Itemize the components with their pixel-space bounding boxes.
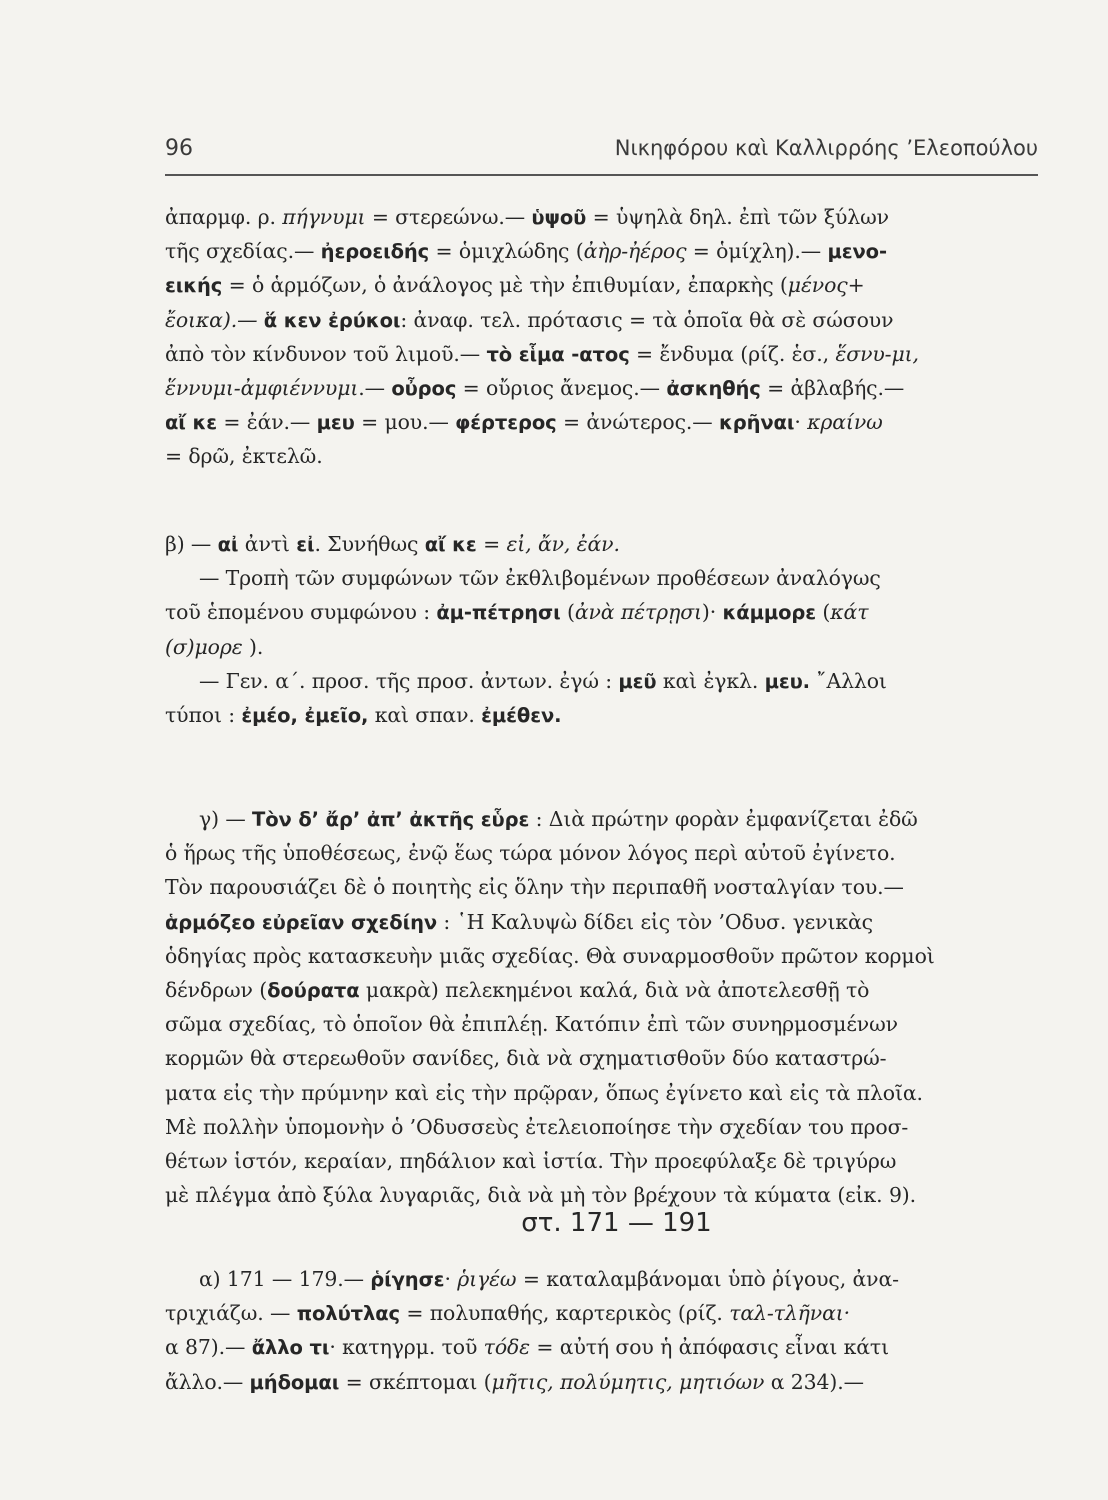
text-line	[165, 1144, 1045, 1178]
italic-term: μένος+	[787, 273, 865, 298]
bold-term: μευ.	[764, 669, 810, 693]
bold-term: ἠεροειδής	[320, 240, 430, 264]
text: ·	[794, 410, 808, 435]
bold-term: ἀμ-πέτρησι	[436, 601, 561, 625]
bold-term: Τὸν δ’ ἄρ’ ἀπ’ ἀκτῆς εὗρε	[252, 808, 530, 831]
text-line	[165, 1007, 1045, 1041]
text-line	[165, 973, 1045, 1007]
bold-term: ἀσκηθής	[666, 376, 761, 400]
text-line	[165, 698, 1045, 732]
text: μὲ πλέγμα ἀπὸ ξύλα λυγαριᾶς, διὰ νὰ μὴ τὸν βρέχουν τὰ κύματα (εἰκ. 9).	[165, 1183, 917, 1208]
text: Τὸν παρουσιάζει δὲ ὁ ποιητὴς εἰς ὅλην τὴν περιπαθῆ νοσταλγίαν του.—	[165, 875, 904, 900]
text-line	[165, 337, 1045, 371]
text: : Διὰ πρώτην φορὰν ἐμφανίζεται ἐδῶ	[529, 807, 918, 831]
text-line	[165, 1365, 1045, 1399]
text: = καταλαμβάνομαι ὑπὸ ῥίγους, ἀνα-	[516, 1267, 899, 1291]
bold-term: δούρατα	[267, 978, 360, 1002]
italic-term: ἀὴρ-ἠέρος	[583, 239, 687, 264]
header-rule	[165, 174, 1038, 176]
text: α) 171 — 179.—	[199, 1267, 371, 1291]
text: = αὐτή σου ἡ ἀπόφασις εἶναι κάτι	[530, 1335, 889, 1360]
bold-term: ἄλλο τι	[251, 1336, 330, 1360]
text-line	[165, 1110, 1045, 1144]
text-line	[165, 1076, 1045, 1110]
text: ὁδηγίας πρὸς κατασκευὴν μιᾶς σχεδίας. Θὰ συναρμοσθοῦν πρῶτον κορμοὶ	[165, 943, 935, 968]
bold-term: κρῆναι	[718, 411, 795, 435]
text-line	[165, 905, 1045, 939]
text-line	[165, 234, 1045, 268]
text: .—	[358, 375, 392, 400]
bold-term: ῥίγησε	[370, 1268, 445, 1291]
italic-term: ταλ-τλῆναι·	[729, 1301, 851, 1326]
text: = οὔριος ἄνεμος.—	[456, 375, 667, 400]
italic-term: εἰ, ἄν, ἐάν.	[506, 532, 620, 556]
text: : ῾Η Καλυψὼ δίδει εἰς τὸν ’Οδυσ. γενικὰς	[437, 909, 873, 934]
text: τοῦ ἑπομένου συμφώνου :	[165, 600, 437, 625]
text: κορμῶν θὰ στερεωθοῦν σανίδες, διὰ νὰ σχηματισθοῦν δύο καταστρώ-	[165, 1046, 887, 1071]
bold-term: ὑψοῦ	[531, 206, 587, 229]
bold-term: μενο-	[827, 240, 887, 264]
text-line	[165, 268, 1045, 302]
text: τύποι :	[165, 702, 242, 727]
text-line	[165, 802, 1045, 836]
bold-term: αἴ κε	[424, 533, 477, 556]
bold-term: πολύτλας	[296, 1302, 400, 1326]
text: = δρῶ, ἐκτελῶ.	[165, 444, 323, 469]
text-line	[165, 664, 1045, 698]
text: (	[816, 600, 831, 625]
text: ἄλλο.—	[165, 1369, 250, 1394]
text-line	[165, 1262, 1045, 1296]
text: = ἐάν.—	[217, 410, 317, 435]
bold-term: φέρτερος	[455, 411, 557, 435]
bold-term: κάμμορε	[722, 601, 816, 625]
text-line	[165, 595, 1045, 629]
text-line	[165, 1296, 1045, 1330]
bold-term: αἴ κε	[165, 411, 217, 435]
text: = ἔνδυμα (ρίζ. ἑσ.,	[629, 341, 836, 366]
text: Μὲ πολλὴν ὑπομονὴν ὁ ’Οδυσσεὺς ἐτελειοποίησε τὴν σχεδίαν του προσ-	[165, 1114, 909, 1139]
bold-term: αἰ	[217, 533, 239, 556]
text-line	[165, 439, 1045, 473]
italic-term: κραίνω	[807, 410, 883, 435]
text: = ἀνώτερος.—	[556, 410, 719, 435]
bold-term: τὸ εἷμα -ατος	[486, 342, 630, 366]
text-line	[165, 1041, 1045, 1075]
text: ὁ ἥρως τῆς ὑποθέσεως, ἐνῷ ἕως τώρα μόνον λόγος περὶ αὐτοῦ ἐγίνετο.	[165, 841, 896, 866]
italic-term: τόδε	[483, 1335, 531, 1360]
text: σῶμα σχεδίας, τὸ ὁποῖον θὰ ἐπιπλέῃ. Κατόπιν ἐπὶ τῶν συνηρμοσμένων	[165, 1012, 898, 1037]
italic-term: πήγνυμι	[282, 205, 366, 229]
text: α 87).—	[165, 1335, 252, 1360]
text: β) —	[165, 532, 218, 556]
text: = ὁμιχλώδης (	[429, 239, 584, 264]
text: θέτων ἱστόν, κεραίαν, πηδάλιον καὶ ἱστία. Τὴν προεφύλαξε δὲ τριγύρω	[165, 1148, 897, 1173]
text-line	[165, 939, 1045, 973]
text-line	[165, 200, 1045, 234]
text: = στερεώνω.—	[365, 205, 532, 229]
text-line	[165, 630, 1045, 664]
text-line	[165, 527, 1045, 561]
section-c	[165, 802, 1045, 1212]
text: = σκέπτομαι (	[339, 1369, 492, 1394]
text: = πολυπαθής, καρτερικὸς (ρίζ.	[399, 1301, 730, 1326]
text-line	[165, 561, 1045, 595]
italic-term: ἀνὰ πέτρῃσι	[574, 600, 702, 625]
text: : ἀναφ. τελ. πρότασις = τὰ ὁποῖα θὰ σὲ σώσουν	[400, 307, 894, 332]
page-number: 96	[165, 136, 193, 161]
text: καὶ ἐγκλ.	[656, 668, 765, 693]
text: ἀντὶ	[238, 532, 297, 556]
text: ῎Αλλοι	[810, 668, 887, 693]
italic-term: ῥιγέω	[457, 1267, 517, 1291]
text: = ὁμίχλη).—	[686, 239, 828, 264]
text-line	[165, 371, 1045, 405]
text: μακρὰ) πελεκημένοι καλά, διὰ νὰ ἀποτελεσθῇ τὸ	[359, 977, 870, 1002]
bold-term: εἰ	[296, 533, 315, 556]
text-line	[165, 836, 1045, 870]
text: — Γεν. α΄. προσ. τῆς προσ. ἀντων. ἐγώ :	[199, 668, 619, 693]
running-head	[165, 136, 1038, 170]
text-line	[165, 405, 1045, 439]
italic-term: (σ)μορε	[165, 634, 243, 659]
italic-term: ἕσνυ-μι,	[835, 341, 919, 366]
text: . Συνήθως	[314, 532, 425, 556]
bold-term: ἐμέο, ἐμεῖο,	[241, 703, 369, 727]
notes-paragraph	[165, 200, 1045, 474]
text-line	[165, 870, 1045, 904]
bold-term: ἐμέθεν.	[481, 703, 562, 727]
text: ματα εἰς τὴν πρύμνην καὶ εἰς τὴν πρῷραν, ὅπως ἐγίνετο καὶ εἰς τὰ πλοῖα.	[165, 1080, 923, 1105]
bold-term: ἅ κεν ἐρύκοι	[263, 308, 401, 332]
bold-term: εικής	[165, 274, 223, 298]
text: ἀπαρμφ. ρ.	[165, 205, 283, 229]
text: α 234).—	[764, 1369, 864, 1394]
bold-term: μήδομαι	[249, 1370, 340, 1394]
italic-term: ἔοικα).—	[165, 307, 264, 332]
text: ·	[444, 1267, 458, 1291]
text: · κατηγρμ. τοῦ	[329, 1335, 484, 1360]
italic-term: μῆτις, πολύμητις, μητιόων	[491, 1369, 765, 1394]
text-line	[165, 303, 1045, 337]
bold-term: μευ	[316, 411, 355, 435]
text: τριχιάζω. —	[165, 1301, 297, 1326]
text: )·	[701, 600, 723, 625]
bold-term: οὖρος	[391, 376, 457, 400]
text: (	[560, 600, 575, 625]
text: = ὑψηλὰ δηλ. ἐπὶ τῶν ξύλων	[586, 205, 889, 229]
text: = ὁ ἁρμόζων, ὁ ἀνάλογος μὲ τὴν ἐπιθυμίαν, ἐπαρκὴς (	[222, 273, 788, 298]
text: — Τροπὴ τῶν συμφώνων τῶν ἐκθλιβομένων προθέσεων ἀναλόγως	[199, 566, 881, 591]
text: καὶ σπαν.	[368, 702, 482, 727]
text: τῆς σχεδίας.—	[165, 239, 321, 264]
text: ἀπὸ τὸν κίνδυνον τοῦ λιμοῦ.—	[165, 341, 487, 366]
text-line	[165, 1330, 1045, 1364]
text: δένδρων (	[165, 977, 268, 1002]
text: = μου.—	[354, 410, 456, 435]
text: γ) —	[199, 807, 252, 831]
text: ).	[242, 634, 264, 659]
text: = ἀβλαβής.—	[760, 375, 905, 400]
section-heading: στ. 171 — 191	[521, 1208, 712, 1238]
bold-term: μεῦ	[618, 669, 657, 693]
text: =	[476, 532, 507, 556]
italic-term: κάτ	[830, 600, 869, 625]
section-d	[165, 1262, 1045, 1399]
italic-term: ἕννυμι-ἀμφιέννυμι	[165, 375, 359, 400]
section-b	[165, 527, 1045, 732]
running-title: Νικηφόρου καὶ Καλλιρρόης ’Ελεοπούλου	[614, 136, 1038, 160]
bold-term: ἁρμόζεο εὐρεῖαν σχεδίην	[165, 910, 438, 934]
